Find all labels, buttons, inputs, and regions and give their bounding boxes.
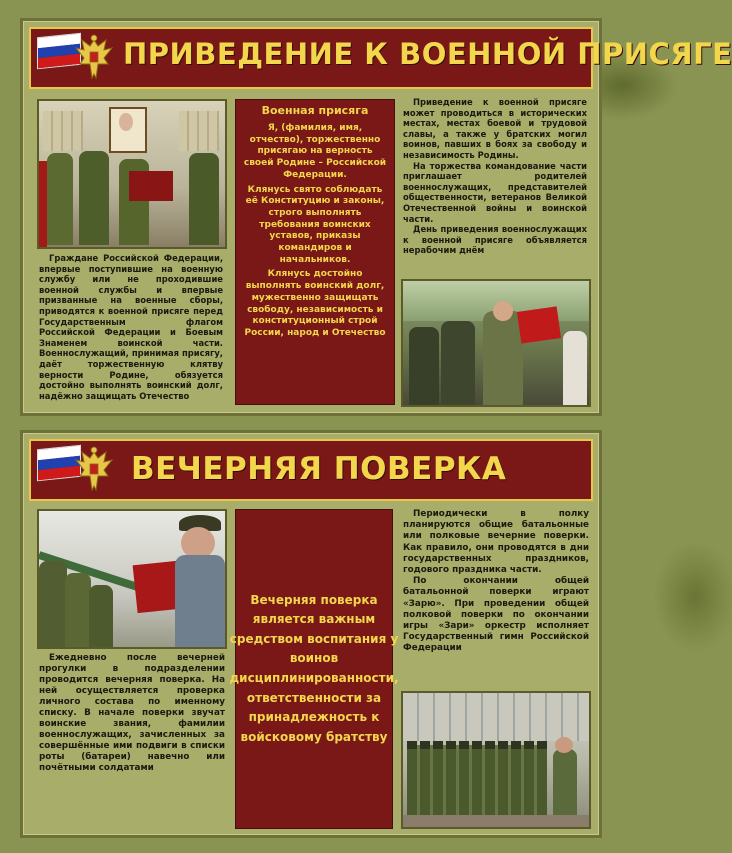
oath-heading: Военная присяга [261,104,369,117]
oath-paragraph: Я, (фамилия, имя, отчество), торжественно присягаю на верность своей Родине – Российской Федерации. [243,123,387,180]
oath-paragraph: Клянусь свято соблюдать её Конституцию и законы, строго выполнять требования воинских уставов, приказы командиров и начальников. [245,184,385,265]
section-title: ВЕЧЕРНЯЯ ПОВЕРКА [131,451,507,487]
roll-call-right-paragraph: По окончании общей батальонной поверки играют «Зарю». При проведении общей полковой поверки по окончании игры «Зари» оркестр исполняет Государственный гимн Российской Федерации [403,576,589,654]
oath-left-paragraph: Граждане Российской Федерации, впервые поступившие на военную службу или не проходившие военной службы и впервые призванные на военные сборы, приводятся к военной присяге перед Государственным флагом Российской Федерации и Боевым Знаменем воинской части. Военнослужащий, принимая присягу, даёт торжественную клятву верности Родине, обязуется достойно выполнять воинский долг, надёжно защищать Отечество [39,253,223,401]
formation-photo [401,691,591,829]
double-headed-eagle-icon [71,31,117,85]
oath-right-paragraph: Приведение к военной присяге может проводиться в исторических местах, местах боевой и трудовой славы, а также у братских могил воинов, павших в боях за свободу и независимость Родины. [403,97,587,160]
oath-left-text [39,253,223,401]
roll-call-left-paragraph: Ежедневно после вечерней прогулки в подразделении проводится вечерняя поверка. На ней осуществляется проверка личного состава по именному списку. В начале поверки звучат воинские звания, фамилии военнослужащих, зачисленных за совершённые ими подвиги в списки роты (батареи) навечно или почётными солдатами [39,653,225,773]
oath-right-paragraph: День приведения военнослужащих к военной присяге объявляется нерабочим днём [403,224,587,256]
oath-right-paragraph: На торжества командование части приглашает родителей военнослужащих, представителей общественности, ветеранов Великой Отечественной войны и воинской части. [403,160,587,224]
section-title: ПРИВЕДЕНИЕ К ВОЕННОЙ ПРИСЯГЕ [123,37,732,71]
roll-call-right-text [403,509,589,655]
roll-call-header [29,439,593,501]
roll-call-statement: Вечерняя поверка является важным средством воспитания у воинов дисциплинированности, ответственности за принадлежность к войсковому братству [229,592,399,744]
oath-right-text [403,97,587,256]
double-headed-eagle-icon [71,443,117,497]
oath-panel [20,18,732,416]
oath-reading-photo [401,279,591,407]
roll-call-right-paragraph: Периодически в полку планируются общие батальонные или полковые вечерние поверки. Как правило, они проводятся в дни государственных праздников, годового праздника части. [403,509,589,576]
roll-call-left-text [39,653,225,774]
roll-call-officer-photo [37,509,227,649]
oath-text-box [235,99,395,405]
roll-call-statement-box [229,509,399,829]
flag-ceremony-photo [37,99,227,249]
roll-call-panel [20,430,602,838]
oath-header [29,27,732,89]
oath-paragraph: Клянусь достойно выполнять воинский долг, мужественно защищать свободу, независимость и конституционный строй России, народ и Отечество [244,269,386,338]
